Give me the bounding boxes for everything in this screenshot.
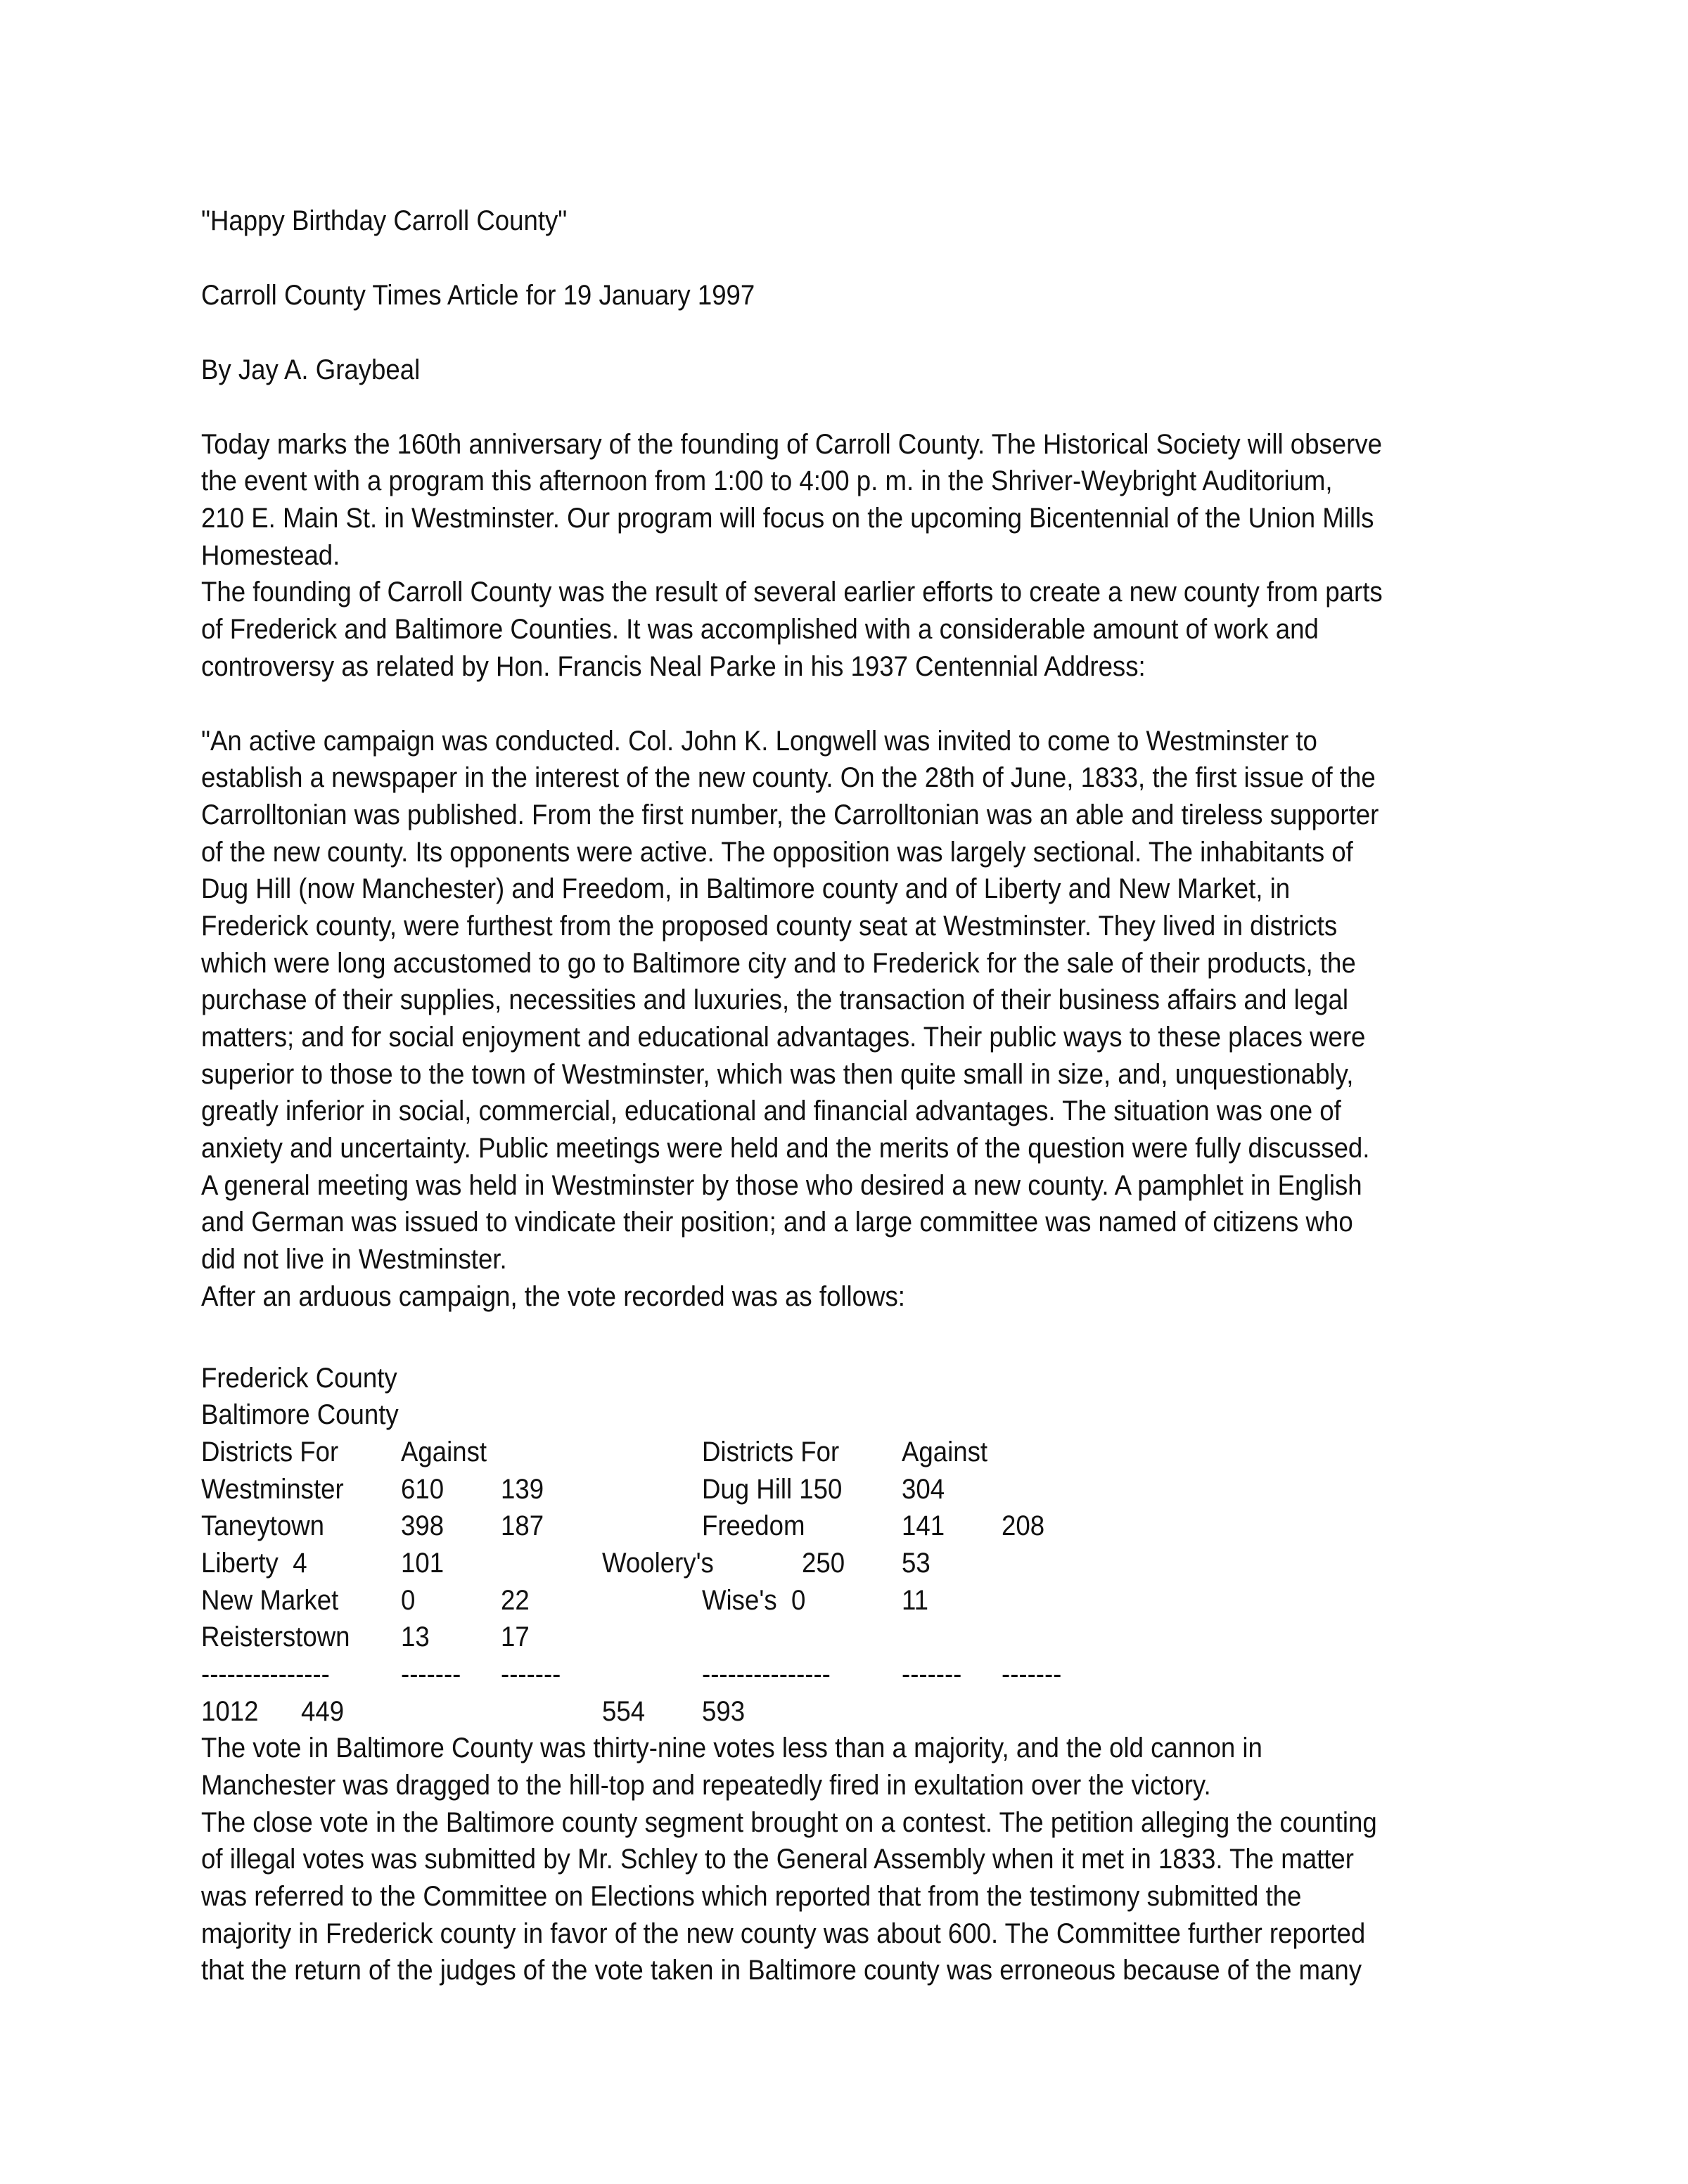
quote-line: did not live in Westminster. [201,1244,507,1275]
table-cell: 208 [1002,1510,1045,1541]
closing-line: was referred to the Committee on Elections which reported that from the testimony submitted the [201,1881,1302,1912]
quote-line: Carrolltonian was published. From the first number, the Carrolltonian was an able and tireless supporter [201,799,1379,830]
table-cell: Reisterstown [201,1621,350,1652]
dash-separator: ------- [902,1659,962,1690]
table-cell: 610 [401,1474,445,1505]
quote-line: After an arduous campaign, the vote recorded was as follows: [201,1281,905,1312]
header-districts-for-right: Districts For [702,1437,840,1467]
intro-line: Homestead. [201,540,340,571]
table-cell: 22 [501,1585,530,1616]
closing-line: The close vote in the Baltimore county segment brought on a contest. The petition alleging the counting [201,1807,1377,1838]
table-cell: 304 [902,1474,945,1505]
table-cell: 0 [401,1585,416,1616]
intro-line: controversy as related by Hon. Francis Neal Parke in his 1937 Centennial Address: [201,651,1146,682]
table-cell: 250 [802,1548,845,1579]
dash-separator: --------------- [201,1659,330,1690]
dash-separator: --------------- [702,1659,831,1690]
table-cell: 139 [501,1474,544,1505]
closing-line: The vote in Baltimore County was thirty-nine votes less than a majority, and the old cannon in [201,1733,1262,1764]
intro-line: The founding of Carroll County was the result of several earlier efforts to create a new county from parts [201,577,1383,608]
intro-line: 210 E. Main St. in Westminster. Our program will focus on the upcoming Bicentennial of the Union Mills [201,503,1374,534]
total-cell: 593 [702,1696,746,1727]
header-districts-for-left: Districts For [201,1437,339,1467]
quote-line: matters; and for social enjoyment and educational advantages. Their public ways to these places were [201,1022,1366,1053]
dash-separator: ------- [501,1659,561,1690]
quote-line: which were long accustomed to go to Baltimore city and to Frederick for the sale of their products, the [201,948,1356,979]
table-cell: 398 [401,1510,445,1541]
table-cell: Westminster [201,1474,344,1505]
table-cell: New Market [201,1585,339,1616]
quote-line: superior to those to the town of Westminster, which was then quite small in size, and, unquestionably, [201,1059,1354,1090]
closing-line: of illegal votes was submitted by Mr. Schley to the General Assembly when it met in 1833. The matter [201,1844,1354,1875]
table-cell: 13 [401,1621,430,1652]
quote-line: of the new county. Its opponents were active. The opposition was largely sectional. The inhabitants of [201,837,1353,868]
quote-line: A general meeting was held in Westminster by those who desired a new county. A pamphlet in English [201,1170,1362,1201]
header-against-left: Against [401,1437,487,1467]
dash-separator: ------- [1002,1659,1062,1690]
closing-line: Manchester was dragged to the hill-top and repeatedly fired in exultation over the victory. [201,1770,1211,1801]
table-cell: Woolery's [602,1548,714,1579]
closing-line: that the return of the judges of the vote taken in Baltimore county was erroneous because of the many [201,1955,1362,1986]
total-cell: 449 [301,1696,345,1727]
table-cell: Freedom [702,1510,805,1541]
table-cell: 17 [501,1621,530,1652]
quote-line: "An active campaign was conducted. Col. John K. Longwell was invited to come to Westminster to [201,726,1317,757]
total-cell: 1012 [201,1696,259,1727]
article-subtitle: Carroll County Times Article for 19 January 1997 [201,280,755,311]
table-heading-baltimore: Baltimore County [201,1399,399,1430]
table-cell: 187 [501,1510,544,1541]
dash-separator: ------- [401,1659,461,1690]
closing-line: majority in Frederick county in favor of the new county was about 600. The Committee further reported [201,1918,1366,1949]
table-cell: Wise's 0 [702,1585,806,1616]
total-cell: 554 [602,1696,646,1727]
quote-line: anxiety and uncertainty. Public meetings were held and the merits of the question were fully discussed. [201,1133,1370,1164]
quote-line: Dug Hill (now Manchester) and Freedom, in Baltimore county and of Liberty and New Market, in [201,873,1291,904]
quote-line: establish a newspaper in the interest of the new county. On the 28th of June, 1833, the first issue of the [201,762,1376,793]
intro-line: of Frederick and Baltimore Counties. It was accomplished with a considerable amount of work and [201,614,1319,645]
table-cell: Dug Hill 150 [702,1474,843,1505]
quote-line: purchase of their supplies, necessities and luxuries, the transaction of their business affairs and legal [201,984,1348,1015]
article-byline: By Jay A. Graybeal [201,354,421,385]
article-title: "Happy Birthday Carroll County" [201,205,568,236]
header-against-right: Against [902,1437,988,1467]
table-cell: 141 [902,1510,945,1541]
intro-line: Today marks the 160th anniversary of the founding of Carroll County. The Historical Society will observe [201,429,1382,460]
quote-line: greatly inferior in social, commercial, educational and financial advantages. The situation was one of [201,1096,1341,1126]
table-heading-frederick: Frederick County [201,1363,397,1394]
intro-line: the event with a program this afternoon from 1:00 to 4:00 p. m. in the Shriver-Weybright Auditorium, [201,465,1333,496]
table-cell: Taneytown [201,1510,324,1541]
quote-line: Frederick county, were furthest from the proposed county seat at Westminster. They lived in districts [201,911,1338,942]
quote-line: and German was issued to vindicate their position; and a large committee was named of citizens who [201,1207,1353,1238]
table-cell: 11 [902,1585,929,1616]
table-cell: Liberty 4 [201,1548,307,1579]
table-cell: 53 [902,1548,931,1579]
table-cell: 101 [401,1548,445,1579]
